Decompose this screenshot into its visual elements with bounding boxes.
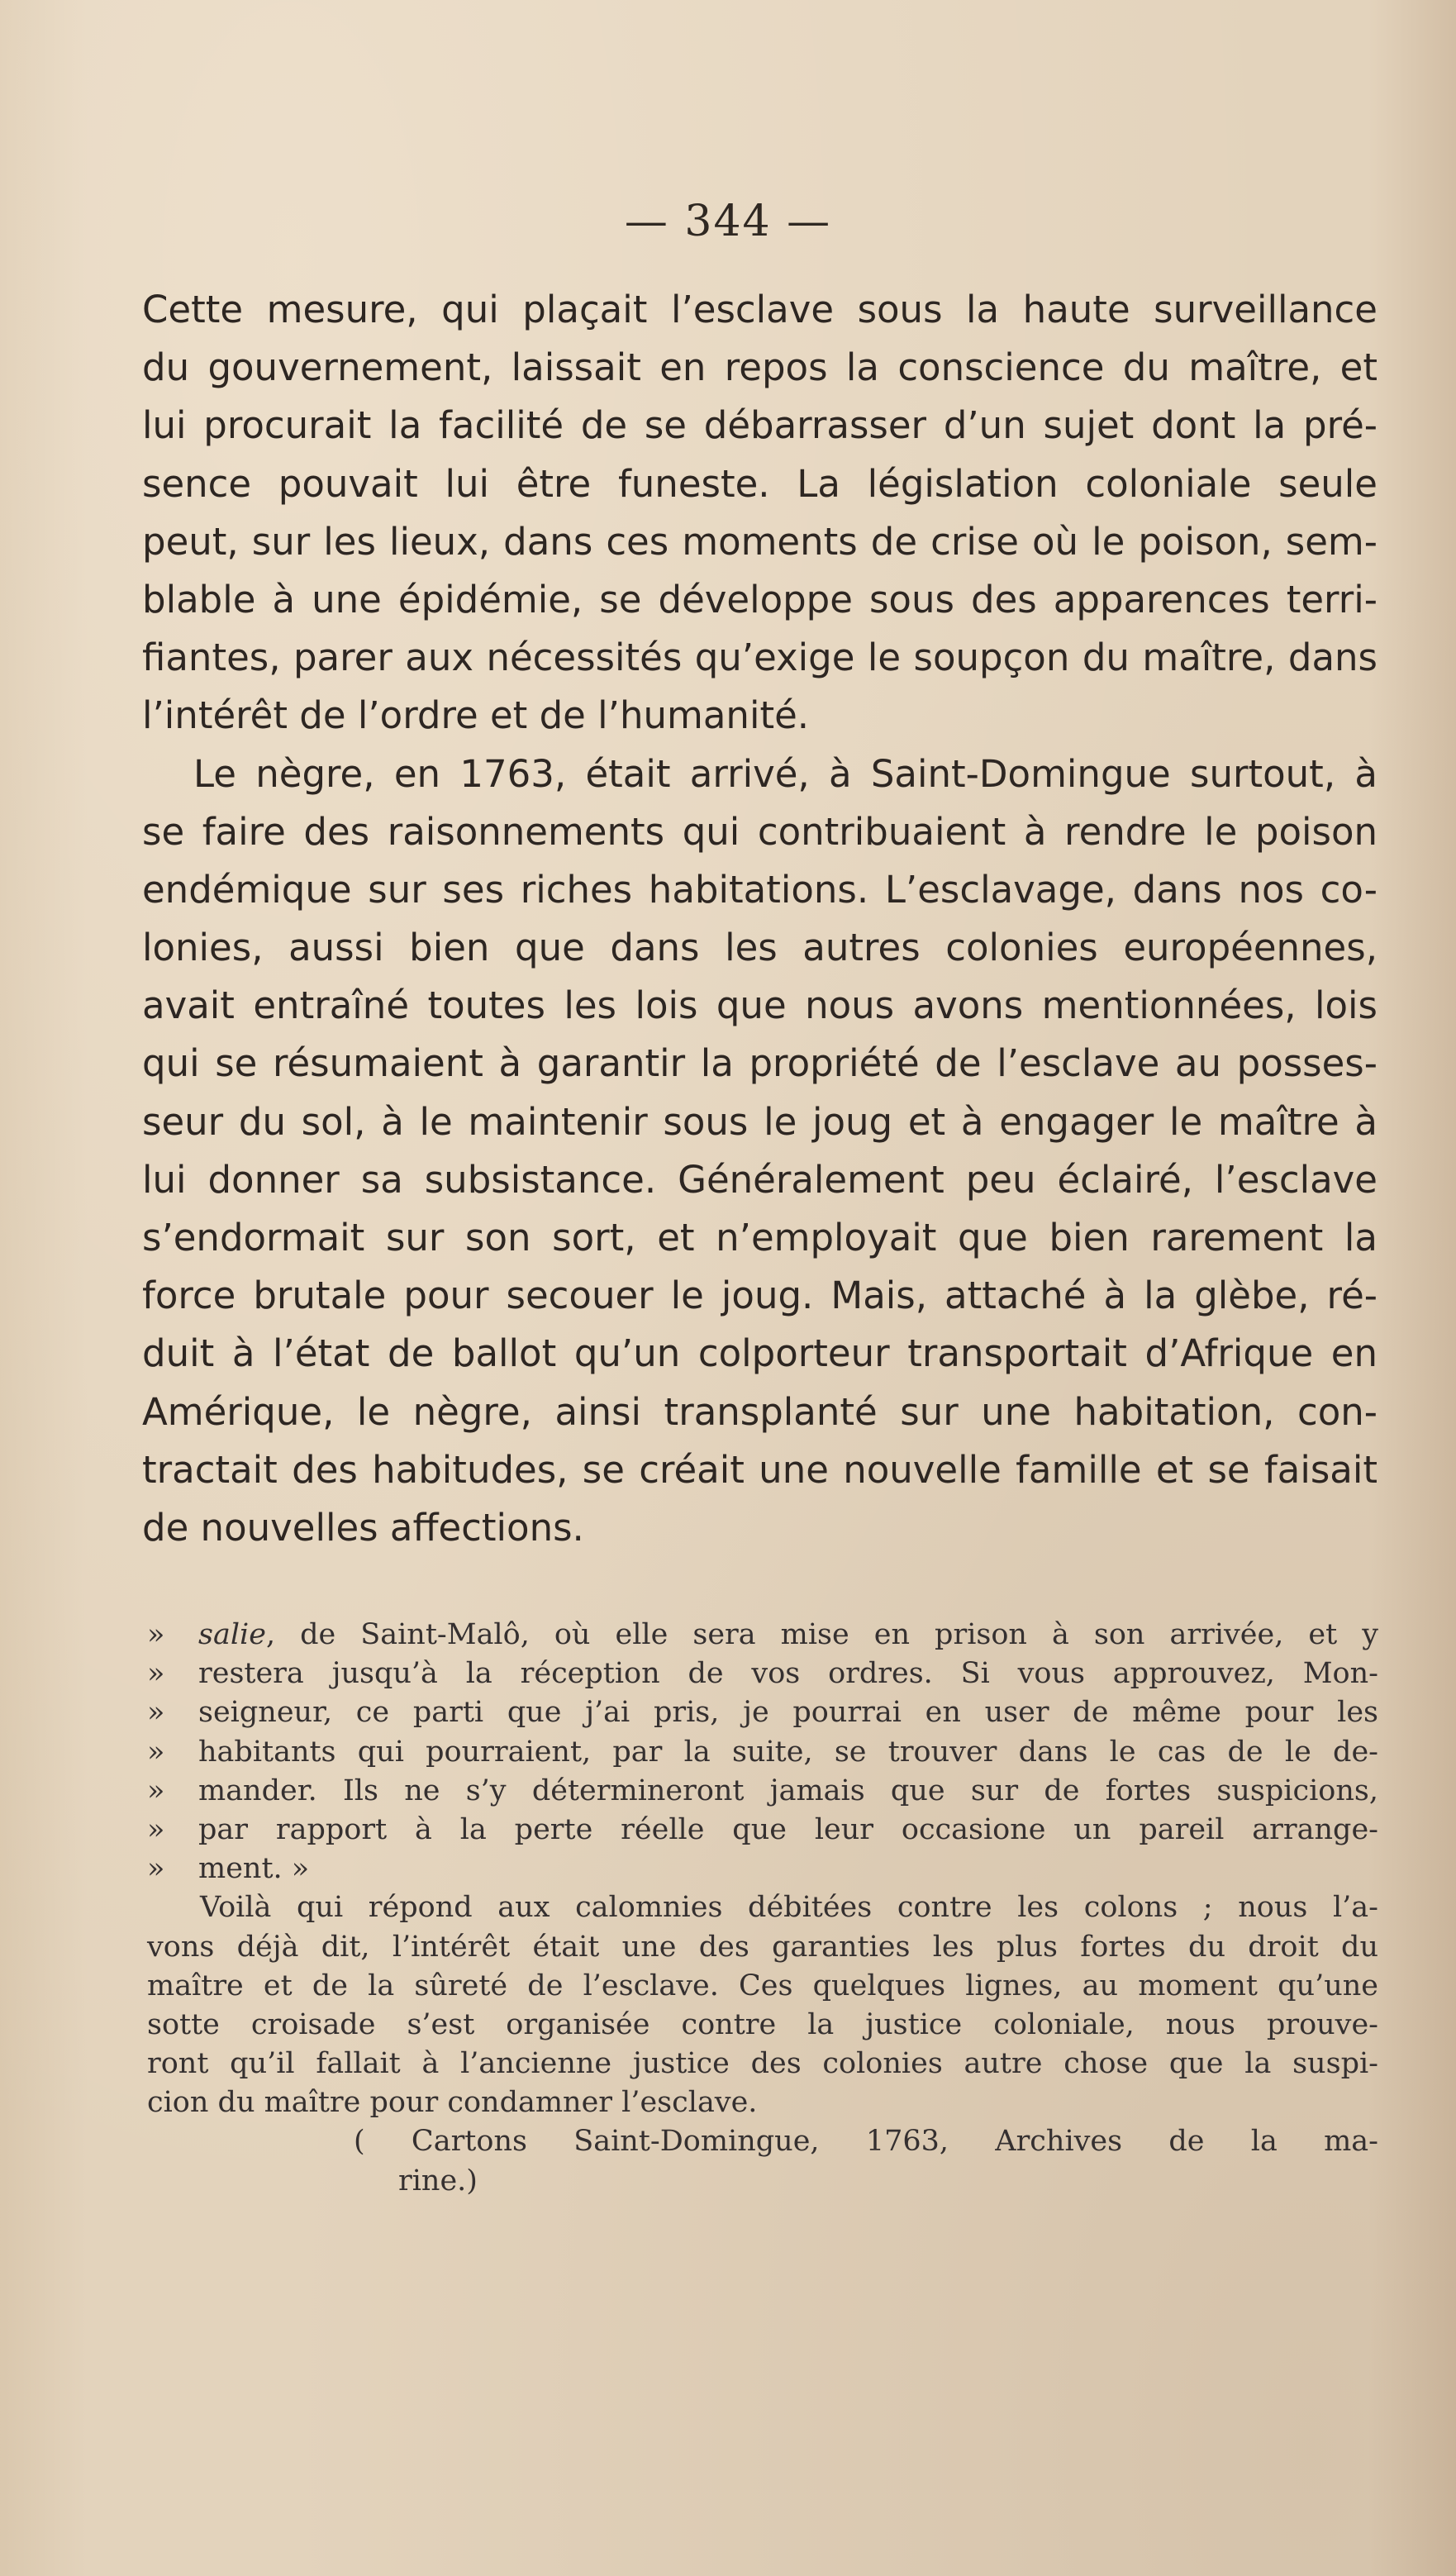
footnote-line [147,1616,1378,1655]
footnote-line: cion du maître pour condamner l’esclave. [147,2086,758,2120]
source-citation: rine.) [398,2164,478,2197]
text-line: duit à l’état de ballot qu’un colporteur transportait d’Afrique en [142,1331,1377,1376]
text-line: s’endormait sur son sort, et n’employait que bien rarement la [142,1216,1377,1259]
text-line: l’intérêt de l’ordre et de l’humanité. [142,693,810,738]
text-line: Cette mesure, qui plaçait l’esclave sous la haute surveillance [142,288,1377,331]
footnote-text: ment. » [198,1852,310,1886]
text-line: peut, sur les lieux, dans ces moments de crise où le poison, sem- [142,519,1377,564]
footnote-block [147,1616,1378,2201]
text-line: endémique sur ses riches habitations. L’esclavage, dans nos co- [142,867,1377,912]
source-citation: ( Cartons Saint-Domingue, 1763, Archives de la ma- [354,2125,1378,2159]
page-number: — 344 — [624,197,832,246]
quote-mark: » [147,1812,165,1846]
footnote-text: mander. Ils ne s’y détermineront jamais que sur de fortes suspicions, [198,1774,1378,1807]
footnote-text: habitants qui pourraient, par la suite, se trouver dans le cas de le de- [198,1735,1378,1769]
text-line: avait entraîné toutes les lois que nous avons mentionnées, lois [142,983,1377,1028]
quote-mark: » [147,1735,165,1769]
text-line: de nouvelles affections. [142,1505,584,1550]
footnote-line: ront qu’il fallait à l’ancienne justice des colonies autre chose que la suspi- [147,2047,1378,2081]
footnote-line [147,1850,1378,1888]
footnote-line [147,1693,1378,1732]
text-line: blable à une épidémie, se développe sous des apparences terri- [142,577,1377,621]
text-line: Le nègre, en 1763, était arrivé, à Saint-Domingue surtout, à [193,751,1377,796]
footnote-line [147,1772,1378,1811]
text-line: tractait des habitudes, se créait une nouvelle famille et se faisait [142,1447,1377,1492]
text-line: qui se résumaient à garantir la propriété de l’esclave au posses- [142,1041,1377,1086]
text-line: se faire des raisonnements qui contribuaient à rendre le poison [142,809,1377,854]
footnote-line: vons déjà dit, l’intérêt était une des garanties les plus fortes du droit du [147,1930,1378,1964]
footnote-text: par rapport à la perte réelle que leur occasione un pareil arrange- [198,1812,1378,1846]
quote-mark: » [147,1852,165,1886]
text-line: lui donner sa subsistance. Généralement peu éclairé, l’esclave [142,1157,1377,1202]
footnote-line: maître et de la sûreté de l’esclave. Ces quelques lignes, au moment qu’une [147,1969,1378,2002]
quote-mark: » [147,1618,165,1651]
text-line: lonies, aussi bien que dans les autres colonies européennes, [142,926,1377,970]
main-text-block [142,281,1377,1557]
footnote-line [147,1733,1378,1772]
quote-mark: » [147,1696,165,1730]
text-line: Amérique, le nègre, ainsi transplanté sur une habitation, con- [142,1389,1377,1434]
quote-mark: » [147,1657,165,1691]
footnote-text: , de Saint-Malô, où elle sera mise en prison à son arrivée, et y [265,1618,1378,1651]
text-line: force brutale pour secouer le joug. Mais, attaché à la glèbe, ré- [142,1274,1377,1318]
quote-mark: » [147,1774,165,1807]
footnote-line [147,1811,1378,1850]
footnote-line: Voilà qui répond aux calomnies débitées contre les colons ; nous l’a- [200,1891,1378,1925]
text-line: seur du sol, à le maintenir sous le joug et à engager le maître à [142,1099,1377,1144]
text-line: du gouvernement, laissait en repos la conscience du maître, et [142,345,1377,390]
text-line: sence pouvait lui être funeste. La législation coloniale seule [142,461,1377,506]
footnote-text: seigneur, ce parti que j’ai pris, je pourrai en user de même pour les [198,1696,1378,1730]
footnote-line [147,1655,1378,1693]
text-line: lui procurait la facilité de se débarrasser d’un sujet dont la pré- [142,403,1377,448]
italic-word: salie [198,1618,266,1651]
text-line: fiantes, parer aux nécessités qu’exige le soupçon du maître, dans [142,636,1377,680]
footnote-line: sotte croisade s’est organisée contre la justice coloniale, nous prouve- [147,2007,1378,2041]
footnote-text: restera jusqu’à la réception de vos ordres. Si vous approuvez, Mon- [198,1657,1378,1691]
